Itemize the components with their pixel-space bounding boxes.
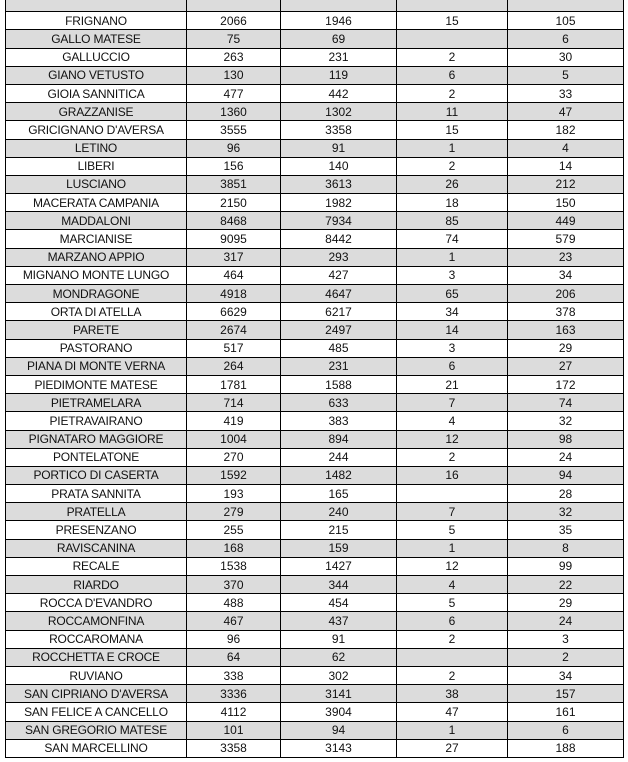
value-a-cell: 317 — [187, 248, 281, 266]
value-d-cell: 24 — [508, 448, 624, 466]
municipality-name-cell: MARCIANISE — [6, 230, 187, 248]
table-row — [6, 485, 624, 503]
value-b-cell: 437 — [281, 612, 397, 630]
value-c-cell — [397, 485, 508, 503]
value-c-cell: 14 — [397, 321, 508, 339]
table-row — [6, 103, 624, 121]
municipality-name-cell: PRESENZANO — [6, 521, 187, 539]
value-a-cell: 255 — [187, 521, 281, 539]
value-a-cell: 168 — [187, 539, 281, 557]
value-b-cell: 3613 — [281, 175, 397, 193]
table-row — [6, 175, 624, 193]
value-a-cell: 64 — [187, 648, 281, 666]
table-row — [6, 430, 624, 448]
value-c-cell: 6 — [397, 357, 508, 375]
value-b-cell: 3143 — [281, 739, 397, 757]
value-b-cell — [281, 0, 397, 12]
value-b-cell: 894 — [281, 430, 397, 448]
value-c-cell: 74 — [397, 230, 508, 248]
value-b-cell: 69 — [281, 30, 397, 48]
table-row — [6, 194, 624, 212]
value-c-cell: 1 — [397, 139, 508, 157]
value-b-cell: 442 — [281, 84, 397, 102]
municipality-name-cell: PIEDIMONTE MATESE — [6, 375, 187, 393]
municipality-name-cell: MONDRAGONE — [6, 285, 187, 303]
municipality-name-cell: PRATELLA — [6, 503, 187, 521]
value-a-cell: 75 — [187, 30, 281, 48]
comuni-table — [5, 0, 624, 758]
table-row — [6, 576, 624, 594]
value-b-cell: 140 — [281, 157, 397, 175]
value-d-cell: 449 — [508, 212, 624, 230]
value-b-cell: 159 — [281, 539, 397, 557]
value-a-cell: 370 — [187, 576, 281, 594]
value-d-cell: 161 — [508, 703, 624, 721]
table-row — [6, 357, 624, 375]
municipality-name-cell: RAVISCANINA — [6, 539, 187, 557]
value-b-cell: 1427 — [281, 557, 397, 575]
table-row — [6, 48, 624, 66]
value-c-cell: 34 — [397, 303, 508, 321]
value-d-cell: 6 — [508, 721, 624, 739]
value-b-cell: 7934 — [281, 212, 397, 230]
value-c-cell: 12 — [397, 557, 508, 575]
value-c-cell: 3 — [397, 266, 508, 284]
value-c-cell: 1 — [397, 539, 508, 557]
municipality-name-cell: MARZANO APPIO — [6, 248, 187, 266]
value-a-cell: 2066 — [187, 12, 281, 30]
value-a-cell: 193 — [187, 485, 281, 503]
table-row — [6, 12, 624, 30]
municipality-name-cell: PASTORANO — [6, 339, 187, 357]
table-row — [6, 412, 624, 430]
table-row — [6, 557, 624, 575]
municipality-name-cell — [6, 0, 187, 12]
value-c-cell — [397, 30, 508, 48]
value-b-cell: 454 — [281, 594, 397, 612]
value-b-cell: 231 — [281, 357, 397, 375]
value-c-cell: 2 — [397, 630, 508, 648]
value-b-cell: 240 — [281, 503, 397, 521]
value-a-cell: 8468 — [187, 212, 281, 230]
value-b-cell: 62 — [281, 648, 397, 666]
table-row — [6, 212, 624, 230]
value-a-cell: 714 — [187, 394, 281, 412]
value-c-cell: 16 — [397, 466, 508, 484]
municipality-name-cell: GRAZZANISE — [6, 103, 187, 121]
value-a-cell: 96 — [187, 630, 281, 648]
value-c-cell: 12 — [397, 430, 508, 448]
value-c-cell: 85 — [397, 212, 508, 230]
value-c-cell — [397, 648, 508, 666]
table-row — [6, 157, 624, 175]
table-row — [6, 285, 624, 303]
value-b-cell: 485 — [281, 339, 397, 357]
value-c-cell: 15 — [397, 12, 508, 30]
value-a-cell: 264 — [187, 357, 281, 375]
value-a-cell: 3336 — [187, 685, 281, 703]
value-d-cell: 23 — [508, 248, 624, 266]
value-c-cell: 7 — [397, 394, 508, 412]
municipality-name-cell: MACERATA CAMPANIA — [6, 194, 187, 212]
value-a-cell: 279 — [187, 503, 281, 521]
municipality-name-cell: PRATA SANNITA — [6, 485, 187, 503]
value-a-cell: 96 — [187, 139, 281, 157]
value-b-cell: 1982 — [281, 194, 397, 212]
table-row — [6, 339, 624, 357]
municipality-name-cell: PORTICO DI CASERTA — [6, 466, 187, 484]
value-d-cell: 24 — [508, 612, 624, 630]
value-a-cell: 270 — [187, 448, 281, 466]
value-d-cell: 6 — [508, 30, 624, 48]
value-a-cell: 2674 — [187, 321, 281, 339]
value-b-cell: 1946 — [281, 12, 397, 30]
value-a-cell: 464 — [187, 266, 281, 284]
value-b-cell: 6217 — [281, 303, 397, 321]
table-row — [6, 539, 624, 557]
value-b-cell: 2497 — [281, 321, 397, 339]
value-b-cell: 4647 — [281, 285, 397, 303]
value-c-cell: 21 — [397, 375, 508, 393]
municipality-name-cell: RUVIANO — [6, 666, 187, 684]
value-c-cell — [397, 0, 508, 12]
municipality-name-cell: ROCCAMONFINA — [6, 612, 187, 630]
value-c-cell: 1 — [397, 248, 508, 266]
table-row — [6, 121, 624, 139]
value-d-cell: 212 — [508, 175, 624, 193]
table-row — [6, 66, 624, 84]
value-b-cell: 8442 — [281, 230, 397, 248]
value-c-cell: 26 — [397, 175, 508, 193]
value-a-cell: 1360 — [187, 103, 281, 121]
value-a-cell: 1781 — [187, 375, 281, 393]
value-c-cell: 2 — [397, 666, 508, 684]
value-d-cell: 5 — [508, 66, 624, 84]
table-row — [6, 721, 624, 739]
municipality-name-cell: RECALE — [6, 557, 187, 575]
value-b-cell: 302 — [281, 666, 397, 684]
municipality-name-cell: GIOIA SANNITICA — [6, 84, 187, 102]
value-a-cell: 3555 — [187, 121, 281, 139]
municipality-name-cell: GALLUCCIO — [6, 48, 187, 66]
value-d-cell: 34 — [508, 266, 624, 284]
value-b-cell: 1482 — [281, 466, 397, 484]
value-a-cell: 488 — [187, 594, 281, 612]
municipality-name-cell: SAN FELICE A CANCELLO — [6, 703, 187, 721]
municipality-name-cell: PIGNATARO MAGGIORE — [6, 430, 187, 448]
value-b-cell: 3904 — [281, 703, 397, 721]
value-b-cell: 344 — [281, 576, 397, 594]
value-a-cell: 3358 — [187, 739, 281, 757]
value-c-cell: 6 — [397, 66, 508, 84]
value-c-cell: 6 — [397, 612, 508, 630]
value-a-cell: 1538 — [187, 557, 281, 575]
municipality-name-cell: MADDALONI — [6, 212, 187, 230]
value-c-cell: 11 — [397, 103, 508, 121]
value-c-cell: 15 — [397, 121, 508, 139]
value-b-cell: 231 — [281, 48, 397, 66]
value-d-cell: 188 — [508, 739, 624, 757]
value-d-cell: 47 — [508, 103, 624, 121]
value-a-cell: 4112 — [187, 703, 281, 721]
table-row — [6, 139, 624, 157]
value-c-cell: 1 — [397, 721, 508, 739]
municipality-name-cell: PIETRAVAIRANO — [6, 412, 187, 430]
value-d-cell: 2 — [508, 648, 624, 666]
value-a-cell: 517 — [187, 339, 281, 357]
value-b-cell: 94 — [281, 721, 397, 739]
value-a-cell: 101 — [187, 721, 281, 739]
municipality-name-cell: PIANA DI MONTE VERNA — [6, 357, 187, 375]
municipality-name-cell: GIANO VETUSTO — [6, 66, 187, 84]
value-c-cell: 27 — [397, 739, 508, 757]
value-d-cell — [508, 0, 624, 12]
value-c-cell: 2 — [397, 448, 508, 466]
value-b-cell: 293 — [281, 248, 397, 266]
table-row — [6, 630, 624, 648]
value-c-cell: 2 — [397, 157, 508, 175]
value-b-cell: 1588 — [281, 375, 397, 393]
value-d-cell: 34 — [508, 666, 624, 684]
municipality-name-cell: FRIGNANO — [6, 12, 187, 30]
value-a-cell: 9095 — [187, 230, 281, 248]
value-d-cell: 14 — [508, 157, 624, 175]
municipality-name-cell: RIARDO — [6, 576, 187, 594]
municipality-name-cell: PIETRAMELARA — [6, 394, 187, 412]
municipality-name-cell: SAN CIPRIANO D'AVERSA — [6, 685, 187, 703]
value-d-cell: 157 — [508, 685, 624, 703]
value-d-cell: 22 — [508, 576, 624, 594]
municipality-name-cell: SAN MARCELLINO — [6, 739, 187, 757]
value-d-cell: 3 — [508, 630, 624, 648]
table-row — [6, 648, 624, 666]
table-row — [6, 703, 624, 721]
municipality-name-cell: SAN GREGORIO MATESE — [6, 721, 187, 739]
table-row — [6, 448, 624, 466]
value-a-cell: 6629 — [187, 303, 281, 321]
municipality-name-cell: PARETE — [6, 321, 187, 339]
value-d-cell: 163 — [508, 321, 624, 339]
value-d-cell: 27 — [508, 357, 624, 375]
value-d-cell: 99 — [508, 557, 624, 575]
value-d-cell: 579 — [508, 230, 624, 248]
value-a-cell — [187, 0, 281, 12]
value-d-cell: 30 — [508, 48, 624, 66]
value-d-cell: 105 — [508, 12, 624, 30]
table-row — [6, 594, 624, 612]
municipality-name-cell: ROCCAROMANA — [6, 630, 187, 648]
value-a-cell: 130 — [187, 66, 281, 84]
value-c-cell: 4 — [397, 412, 508, 430]
value-d-cell: 32 — [508, 503, 624, 521]
value-c-cell: 3 — [397, 339, 508, 357]
value-d-cell: 378 — [508, 303, 624, 321]
value-a-cell: 2150 — [187, 194, 281, 212]
value-c-cell: 5 — [397, 521, 508, 539]
value-d-cell: 182 — [508, 121, 624, 139]
value-d-cell: 94 — [508, 466, 624, 484]
value-d-cell: 172 — [508, 375, 624, 393]
value-a-cell: 1592 — [187, 466, 281, 484]
table-row — [6, 685, 624, 703]
municipality-name-cell: ROCCA D'EVANDRO — [6, 594, 187, 612]
value-c-cell: 18 — [397, 194, 508, 212]
table-row — [6, 266, 624, 284]
table-body — [6, 0, 624, 757]
value-c-cell: 7 — [397, 503, 508, 521]
value-b-cell: 3141 — [281, 685, 397, 703]
municipality-name-cell: GALLO MATESE — [6, 30, 187, 48]
value-c-cell: 38 — [397, 685, 508, 703]
value-a-cell: 338 — [187, 666, 281, 684]
value-b-cell: 244 — [281, 448, 397, 466]
table-row — [6, 466, 624, 484]
municipality-name-cell: LIBERI — [6, 157, 187, 175]
table-row — [6, 521, 624, 539]
value-b-cell: 1302 — [281, 103, 397, 121]
table-row — [6, 230, 624, 248]
value-a-cell: 467 — [187, 612, 281, 630]
value-c-cell: 5 — [397, 594, 508, 612]
value-d-cell: 206 — [508, 285, 624, 303]
value-d-cell: 29 — [508, 339, 624, 357]
value-b-cell: 91 — [281, 630, 397, 648]
municipality-name-cell: ORTA DI ATELLA — [6, 303, 187, 321]
table-row — [6, 303, 624, 321]
value-a-cell: 419 — [187, 412, 281, 430]
table-row — [6, 30, 624, 48]
table-row — [6, 375, 624, 393]
value-d-cell: 8 — [508, 539, 624, 557]
municipality-name-cell: GRICIGNANO D'AVERSA — [6, 121, 187, 139]
value-d-cell: 32 — [508, 412, 624, 430]
table-row — [6, 503, 624, 521]
value-d-cell: 150 — [508, 194, 624, 212]
value-a-cell: 156 — [187, 157, 281, 175]
value-a-cell: 3851 — [187, 175, 281, 193]
value-d-cell: 29 — [508, 594, 624, 612]
municipality-name-cell: PONTELATONE — [6, 448, 187, 466]
value-a-cell: 4918 — [187, 285, 281, 303]
value-d-cell: 33 — [508, 84, 624, 102]
value-c-cell: 65 — [397, 285, 508, 303]
table-row — [6, 0, 624, 12]
value-d-cell: 35 — [508, 521, 624, 539]
table-row — [6, 321, 624, 339]
value-b-cell: 633 — [281, 394, 397, 412]
table-row — [6, 612, 624, 630]
value-c-cell: 4 — [397, 576, 508, 594]
value-b-cell: 383 — [281, 412, 397, 430]
table-row — [6, 248, 624, 266]
municipality-name-cell: ROCCHETTA E CROCE — [6, 648, 187, 666]
value-d-cell: 98 — [508, 430, 624, 448]
value-b-cell: 165 — [281, 485, 397, 503]
value-c-cell: 2 — [397, 84, 508, 102]
value-a-cell: 1004 — [187, 430, 281, 448]
value-b-cell: 215 — [281, 521, 397, 539]
value-d-cell: 28 — [508, 485, 624, 503]
table-row — [6, 739, 624, 757]
value-b-cell: 119 — [281, 66, 397, 84]
value-b-cell: 3358 — [281, 121, 397, 139]
municipality-name-cell: LUSCIANO — [6, 175, 187, 193]
value-a-cell: 263 — [187, 48, 281, 66]
municipality-name-cell: MIGNANO MONTE LUNGO — [6, 266, 187, 284]
municipality-name-cell: LETINO — [6, 139, 187, 157]
table-row — [6, 666, 624, 684]
value-d-cell: 74 — [508, 394, 624, 412]
value-c-cell: 2 — [397, 48, 508, 66]
table-row — [6, 394, 624, 412]
value-d-cell: 4 — [508, 139, 624, 157]
value-a-cell: 477 — [187, 84, 281, 102]
value-c-cell: 47 — [397, 703, 508, 721]
value-b-cell: 91 — [281, 139, 397, 157]
table-row — [6, 84, 624, 102]
value-b-cell: 427 — [281, 266, 397, 284]
